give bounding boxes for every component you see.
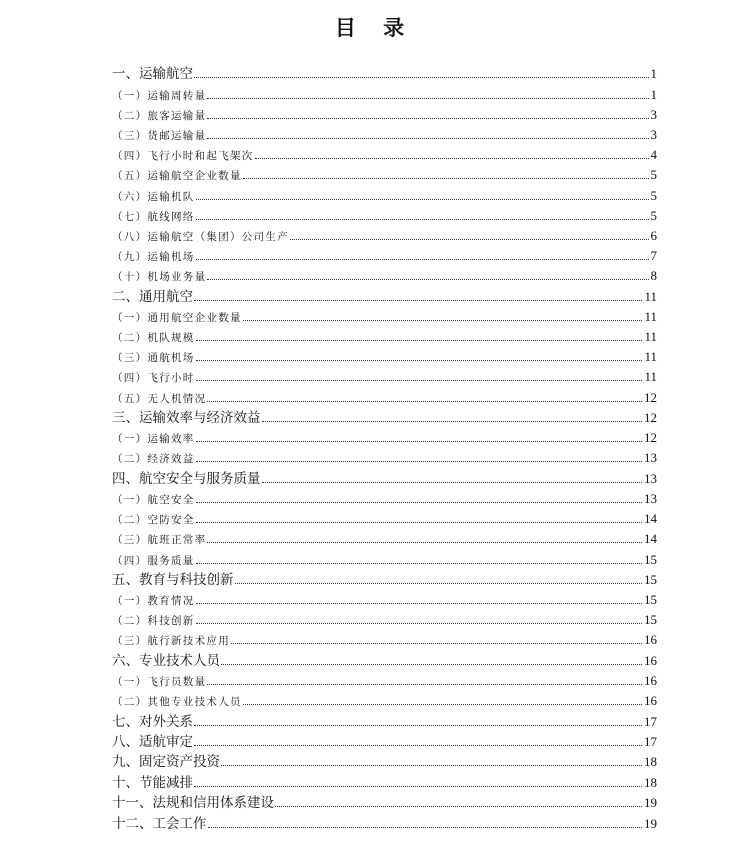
toc-dot-leader xyxy=(196,603,642,604)
toc-page-number: 1 xyxy=(650,66,657,82)
toc-section-entry[interactable] xyxy=(112,387,657,407)
toc-dot-leader xyxy=(235,583,643,584)
toc-section-entry[interactable] xyxy=(112,307,657,327)
toc-entry-title: 五、教育与科技创新 xyxy=(112,571,234,588)
toc-dot-leader xyxy=(207,138,648,139)
toc-entry-title: 十二、工会工作 xyxy=(112,815,207,832)
toc-dot-leader xyxy=(194,77,649,78)
toc-dot-leader xyxy=(290,239,649,240)
toc-page-number: 11 xyxy=(644,369,657,385)
toc-dot-leader xyxy=(243,704,642,705)
toc-dot-leader xyxy=(196,563,642,564)
toc-entry-title: （二）其他专业技术人员 xyxy=(112,696,242,709)
toc-page-number: 1 xyxy=(650,86,657,102)
toc-page-number: 13 xyxy=(644,450,657,466)
toc-dot-leader xyxy=(196,219,649,220)
toc-section-entry[interactable] xyxy=(112,529,657,549)
toc-page-number: 14 xyxy=(644,531,657,547)
toc-chapter-entry[interactable] xyxy=(112,468,657,488)
toc-page-number: 5 xyxy=(650,187,657,203)
toc-chapter-entry[interactable] xyxy=(112,64,657,84)
toc-section-entry[interactable] xyxy=(112,489,657,509)
toc-entry-title: （一）运输周转量 xyxy=(112,89,207,102)
table-of-contents xyxy=(112,64,657,834)
toc-dot-leader xyxy=(196,259,649,260)
toc-dot-leader xyxy=(194,725,642,726)
toc-dot-leader xyxy=(221,664,642,665)
toc-dot-leader xyxy=(221,765,642,766)
toc-entry-title: （九）运输机场 xyxy=(112,251,195,264)
toc-entry-title: 十一、法规和信用体系建设 xyxy=(112,795,274,812)
toc-entry-title: （五）运输航空企业数量 xyxy=(112,170,242,183)
toc-chapter-entry[interactable] xyxy=(112,570,657,590)
toc-entry-title: （六）运输机队 xyxy=(112,190,195,203)
toc-page-number: 15 xyxy=(644,571,657,587)
toc-page-number: 16 xyxy=(644,693,657,709)
toc-dot-leader xyxy=(196,461,642,462)
toc-entry-title: （一）飞行员数量 xyxy=(112,676,207,689)
toc-entry-title: 九、固定资产投资 xyxy=(112,754,220,771)
toc-page-number: 17 xyxy=(644,734,657,749)
toc-dot-leader xyxy=(196,199,649,200)
toc-section-entry[interactable] xyxy=(112,671,657,691)
toc-entry-title: 八、适航审定 xyxy=(112,734,193,750)
toc-page-number: 5 xyxy=(650,207,657,223)
toc-entry-title: （一）教育情况 xyxy=(112,595,195,608)
toc-section-entry[interactable] xyxy=(112,145,657,165)
toc-dot-leader xyxy=(207,98,648,99)
toc-dot-leader xyxy=(275,806,642,807)
toc-entry-title: 三、运输效率与经济效益 xyxy=(112,409,261,426)
toc-dot-leader xyxy=(207,279,648,280)
toc-entry-title: 一、运输航空 xyxy=(112,66,193,83)
toc-entry-title: （二）科技创新 xyxy=(112,615,195,628)
toc-chapter-entry[interactable] xyxy=(112,813,657,833)
toc-section-entry[interactable] xyxy=(112,367,657,387)
toc-chapter-entry[interactable] xyxy=(112,793,657,813)
toc-entry-title: （三）航班正常率 xyxy=(112,534,207,547)
toc-page-number: 14 xyxy=(644,511,657,527)
toc-page-number: 13 xyxy=(644,470,657,486)
toc-dot-leader xyxy=(196,623,642,624)
toc-page-number: 11 xyxy=(644,288,657,304)
toc-chapter-entry[interactable] xyxy=(112,650,657,670)
toc-chapter-entry[interactable] xyxy=(112,772,657,792)
toc-section-entry[interactable] xyxy=(112,125,657,145)
toc-section-entry[interactable] xyxy=(112,691,657,711)
toc-page-number: 8 xyxy=(650,268,657,284)
toc-entry-title: （一）运输效率 xyxy=(112,433,195,446)
toc-entry-title: 四、航空安全与服务质量 xyxy=(112,470,261,487)
toc-entry-title: （四）飞行小时 xyxy=(112,372,195,385)
toc-dot-leader xyxy=(196,380,643,381)
toc-entry-title: （一）通用航空企业数量 xyxy=(112,311,242,324)
toc-section-entry[interactable] xyxy=(112,428,657,448)
toc-entry-title: （三）通航机场 xyxy=(112,352,195,365)
toc-section-entry[interactable] xyxy=(112,509,657,529)
toc-chapter-entry[interactable] xyxy=(112,711,657,731)
toc-page-number: 18 xyxy=(644,774,657,790)
toc-dot-leader xyxy=(207,118,648,119)
toc-dot-leader xyxy=(243,320,643,321)
toc-page-number: 11 xyxy=(644,308,657,324)
toc-section-entry[interactable] xyxy=(112,165,657,185)
toc-section-entry[interactable] xyxy=(112,226,657,246)
toc-chapter-entry[interactable] xyxy=(112,286,657,306)
toc-page-number: 16 xyxy=(644,673,657,689)
toc-page-number: 13 xyxy=(644,490,657,506)
toc-section-entry[interactable] xyxy=(112,327,657,347)
toc-entry-title: （一）航空安全 xyxy=(112,493,195,506)
toc-section-entry[interactable] xyxy=(112,185,657,205)
page-title: 目 录 xyxy=(334,15,415,40)
toc-dot-leader xyxy=(207,401,642,402)
toc-page-number: 12 xyxy=(644,409,657,425)
toc-dot-leader xyxy=(231,643,642,644)
toc-section-entry[interactable] xyxy=(112,590,657,610)
toc-dot-leader xyxy=(243,178,649,179)
toc-section-entry[interactable] xyxy=(112,549,657,569)
toc-page-number: 6 xyxy=(650,227,657,243)
toc-dot-leader xyxy=(207,684,642,685)
toc-entry-title: （三）货邮运输量 xyxy=(112,129,207,142)
toc-page-number: 7 xyxy=(650,248,657,264)
toc-entry-title: 六、专业技术人员 xyxy=(112,652,220,669)
toc-dot-leader xyxy=(196,522,642,523)
toc-dot-leader xyxy=(196,360,643,361)
toc-dot-leader xyxy=(207,542,642,543)
toc-page-number: 16 xyxy=(644,652,657,668)
toc-entry-title: （二）机队规模 xyxy=(112,332,195,345)
toc-page-number: 3 xyxy=(650,126,657,142)
toc-dot-leader xyxy=(196,441,642,442)
toc-dot-leader xyxy=(262,421,643,422)
toc-entry-title: 七、对外关系 xyxy=(112,713,193,730)
toc-dot-leader xyxy=(262,482,643,483)
toc-page-number: 18 xyxy=(644,754,657,770)
toc-entry-title: （四）飞行小时和起飞架次 xyxy=(112,150,254,163)
toc-dot-leader xyxy=(194,745,642,746)
toc-section-entry[interactable] xyxy=(112,266,657,286)
toc-chapter-entry[interactable] xyxy=(112,752,657,772)
toc-dot-leader xyxy=(208,827,643,828)
toc-entry-title: （二）经济效益 xyxy=(112,453,195,466)
toc-entry-title: （三）航行新技术应用 xyxy=(112,635,230,648)
toc-page-number: 5 xyxy=(650,167,657,183)
toc-dot-leader xyxy=(196,502,642,503)
toc-page-number: 17 xyxy=(644,713,657,729)
toc-page-number: 11 xyxy=(644,329,657,345)
toc-section-entry[interactable] xyxy=(112,448,657,468)
toc-page-number: 16 xyxy=(644,632,657,648)
toc-entry-title: （八）运输航空（集团）公司生产 xyxy=(112,230,289,243)
toc-dot-leader xyxy=(194,300,642,301)
toc-page-number: 3 xyxy=(650,106,657,122)
toc-page-number: 15 xyxy=(644,592,657,608)
toc-entry-title: （十）机场业务量 xyxy=(112,271,207,284)
toc-page-number: 12 xyxy=(644,389,657,405)
toc-entry-title: （四）服务质量 xyxy=(112,554,195,567)
toc-entry-title: （七）航线网络 xyxy=(112,210,195,223)
toc-section-entry[interactable] xyxy=(112,206,657,226)
toc-page-number: 15 xyxy=(644,612,657,628)
toc-entry-title: （五）无人机情况 xyxy=(112,392,207,405)
toc-page-number: 15 xyxy=(644,551,657,567)
toc-page-number: 19 xyxy=(644,795,657,811)
toc-page-number: 11 xyxy=(644,349,657,365)
toc-entry-title: （二）空防安全 xyxy=(112,514,195,527)
toc-dot-leader xyxy=(196,340,643,341)
toc-section-entry[interactable] xyxy=(112,246,657,266)
toc-entry-title: 十、节能减排 xyxy=(112,774,193,791)
toc-dot-leader xyxy=(255,158,649,159)
toc-section-entry[interactable] xyxy=(112,84,657,104)
toc-entry-title: （二）旅客运输量 xyxy=(112,109,207,122)
toc-entry-title: 二、通用航空 xyxy=(112,288,193,305)
toc-section-entry[interactable] xyxy=(112,610,657,630)
toc-page-number: 4 xyxy=(650,147,657,163)
toc-page-number: 12 xyxy=(644,430,657,446)
toc-chapter-entry[interactable] xyxy=(112,408,657,428)
toc-page-number: 19 xyxy=(644,815,657,831)
toc-section-entry[interactable] xyxy=(112,630,657,650)
toc-chapter-entry[interactable] xyxy=(112,732,657,752)
toc-section-entry[interactable] xyxy=(112,347,657,367)
toc-dot-leader xyxy=(194,786,642,787)
toc-section-entry[interactable] xyxy=(112,105,657,125)
